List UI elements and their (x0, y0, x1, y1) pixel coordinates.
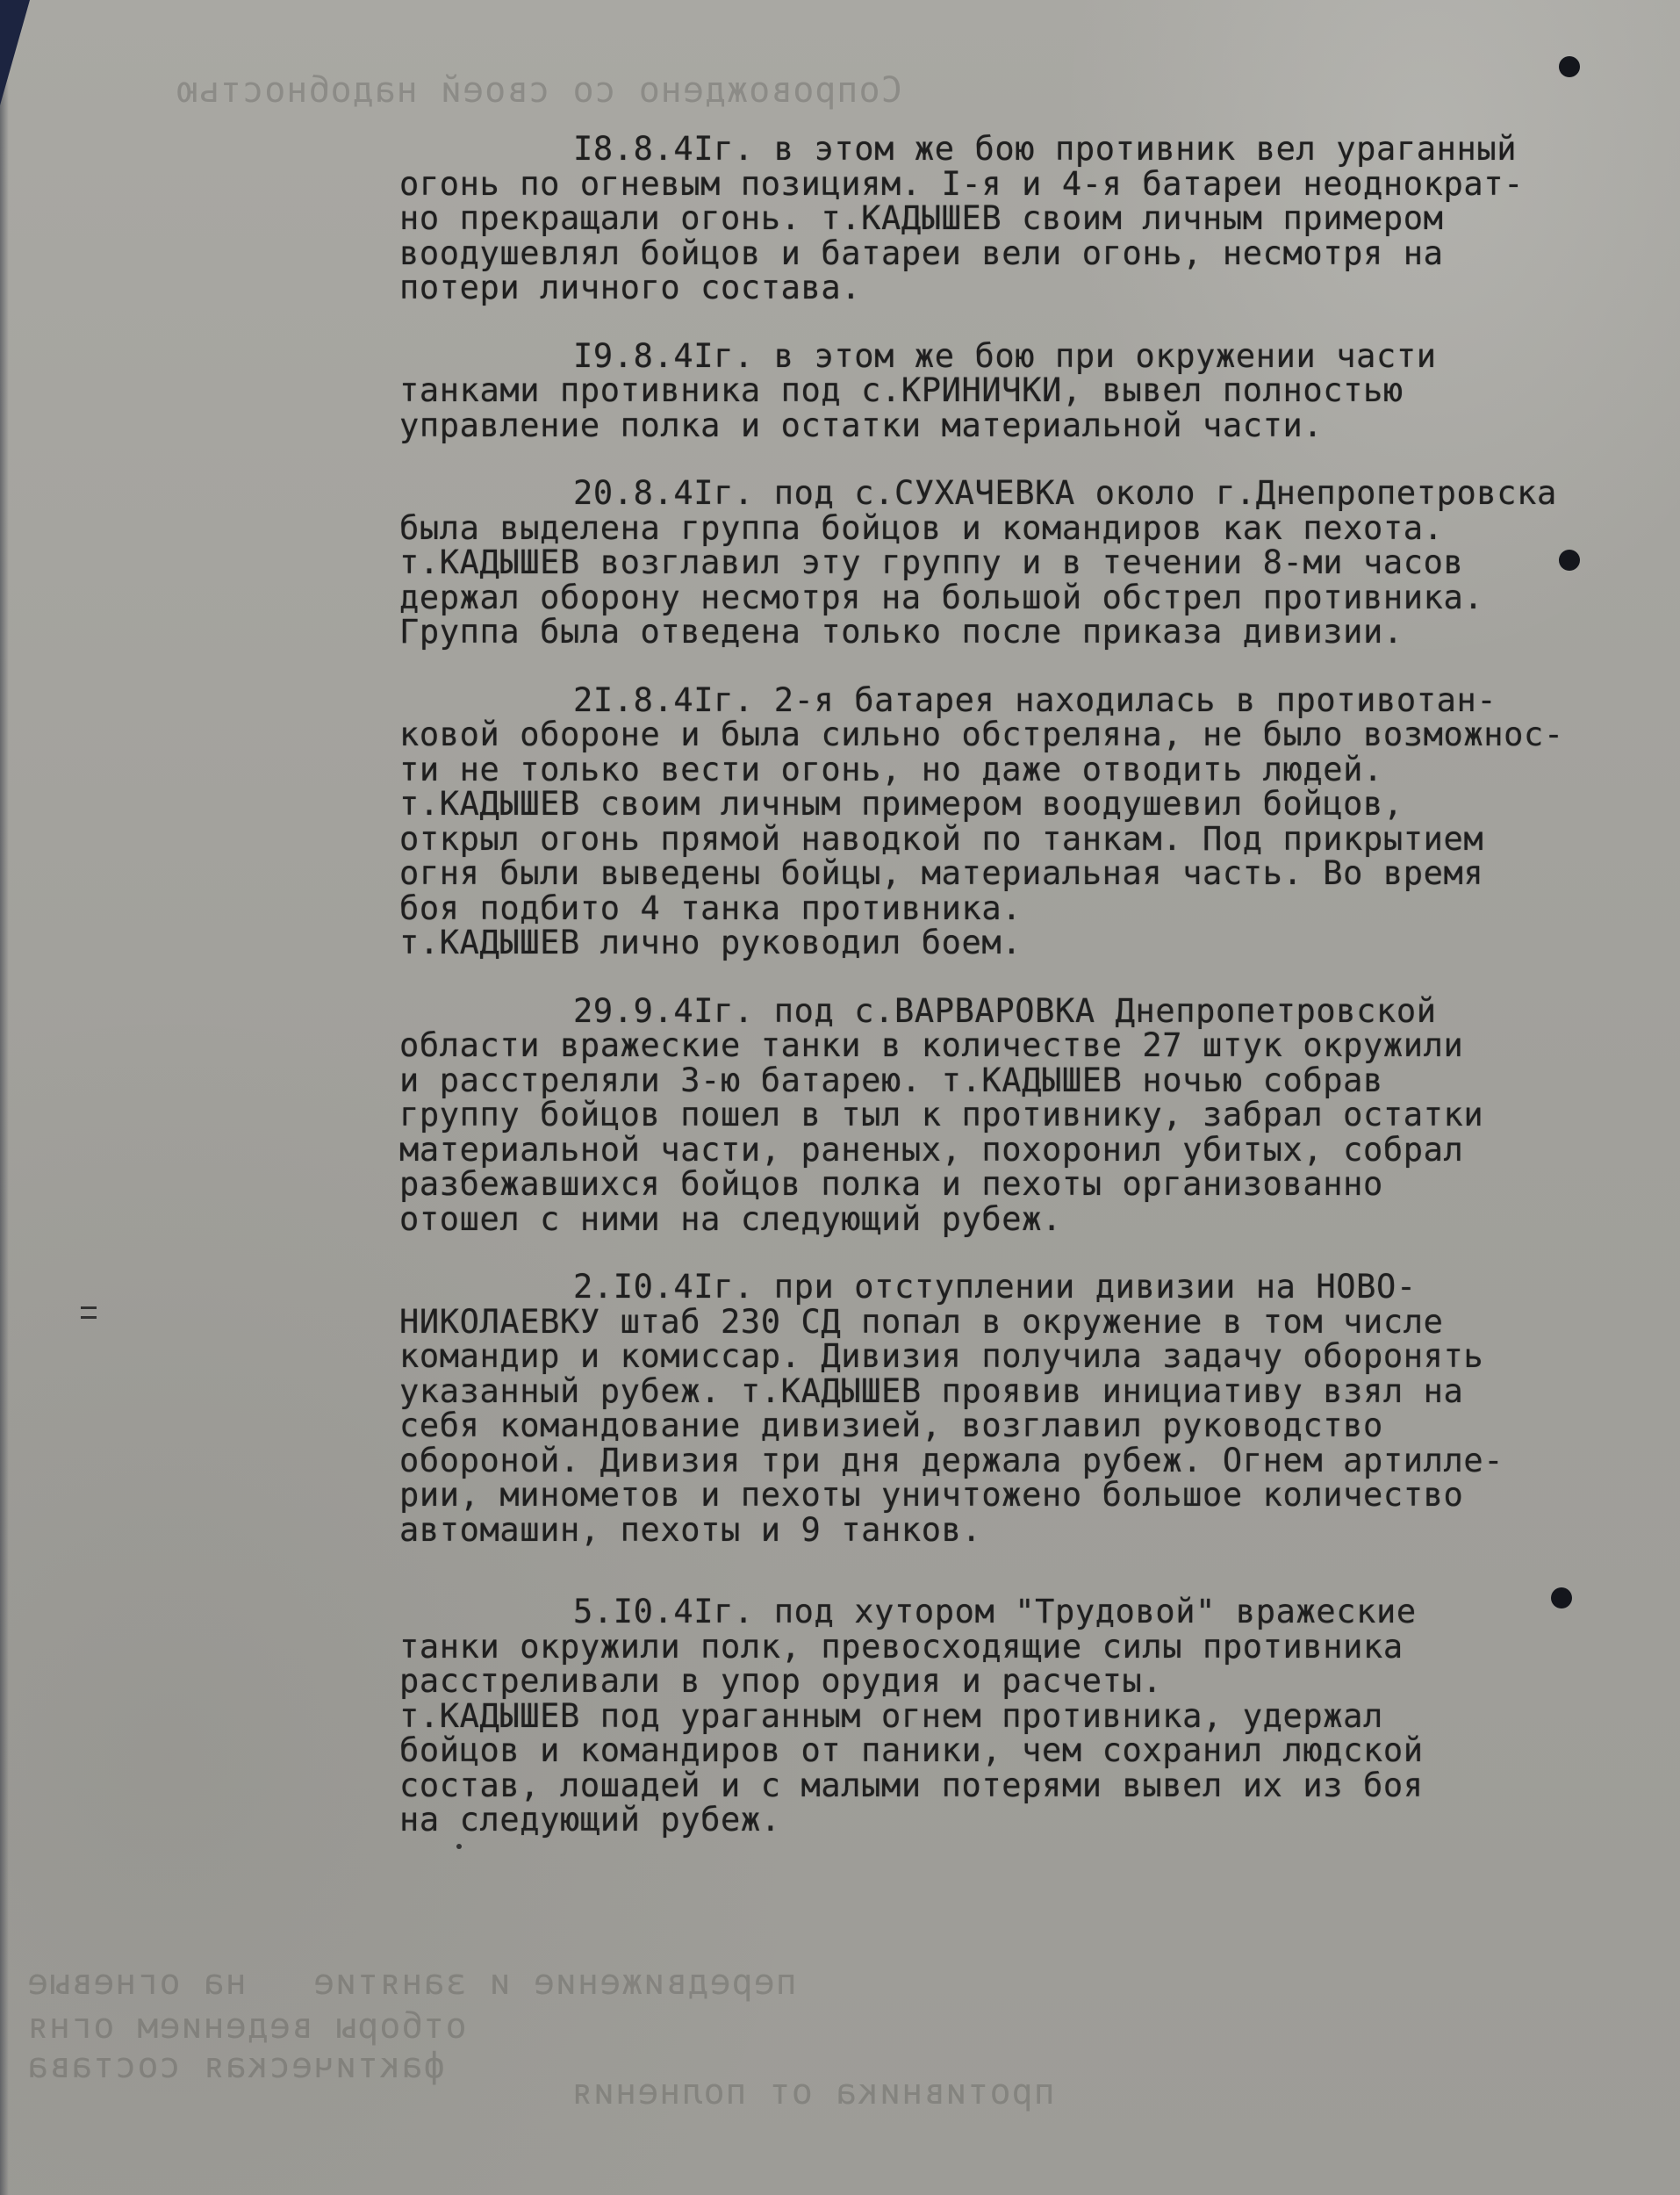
text-line: НИКОЛАЕВКУ штаб 230 СД попал в окружение в том числе (399, 1302, 1444, 1341)
text-line: 2I.8.4Iг. 2-я батарея находилась в противотан- (573, 680, 1497, 719)
text-line: т.КАДЫШЕВ своим личным примером воодушевил бойцов, (399, 785, 1404, 823)
text-line: группу бойцов пошел в тыл к противнику, забрал остатки (399, 1096, 1484, 1133)
reverse-side-bleed-through: фактическая состава (26, 2046, 445, 2086)
text-line: огня были выведены бойцы, материальная часть. Во время (399, 854, 1484, 892)
text-line: 29.9.4Iг. под с.ВАРВАРОВКА Днепропетровской (573, 991, 1437, 1030)
text-line: управление полка и остатки материальной части. (399, 406, 1324, 444)
text-line: отошел с ними на следующий рубеж. (399, 1199, 1062, 1238)
text-line: боя подбито 4 танка противника. (399, 889, 1023, 927)
reverse-side-bleed-through: противника от полнения (571, 2072, 1055, 2112)
text-line: бойцов и командиров от паники, чем сохранил людской (399, 1731, 1424, 1769)
reverse-side-bleed-through: передвижение и занятие на огневые (26, 1962, 797, 2003)
paragraph (399, 476, 1663, 650)
text-line: и расстреляли 3-ю батарею. т.КАДЫШЕВ ночью собрав (399, 1061, 1383, 1099)
text-line: танки окружили полк, превосходящие силы противника (399, 1627, 1404, 1666)
text-line: т.КАДЫШЕВ возглавил эту группу и в течении 8-ми часов (399, 543, 1464, 581)
reverse-side-bleed-through: Сопровождено со своей надобностью (176, 70, 902, 111)
text-line: ти не только вести огонь, но даже отводить людей. (399, 750, 1383, 788)
margin-mark (81, 1306, 97, 1319)
text-line: автомашин, пехоты и 9 танков. (399, 1510, 982, 1549)
text-line: открыл огонь прямой наводкой по танкам. Под прикрытием (399, 819, 1484, 858)
text-line: 5.I0.4Iг. под хутором "Трудовой" вражеские (573, 1593, 1417, 1630)
text-line: ковой обороне и была сильно обстреляна, не было возможнос- (399, 716, 1564, 753)
text-line: Группа была отведена только после приказа дивизии. (399, 613, 1404, 651)
text-line: состав, лошадей и с малыми потерями вывел их из боя (399, 1766, 1424, 1804)
typewritten-text (399, 132, 1663, 1871)
text-line: разбежавшихся бойцов полка и пехоты организованно (399, 1165, 1383, 1203)
page-edge-shadow (0, 0, 9, 2195)
text-line: командир и комиссар. Дивизия получила задачу оборонять (399, 1337, 1484, 1375)
text-line: потери личного состава. (399, 269, 862, 306)
text-line: рии, минометов и пехоты уничтожено большое количество (399, 1476, 1464, 1514)
paragraph (399, 1270, 1663, 1547)
text-line: т.КАДЫШЕВ лично руководил боем. (399, 924, 1023, 961)
paragraph (399, 336, 1663, 444)
text-line: материальной части, раненых, похоронил убитых, собрал (399, 1130, 1464, 1169)
text-line: себя командование дивизией, возглавил руководство (399, 1407, 1383, 1444)
paragraph (399, 1594, 1663, 1838)
text-line: на следующий рубеж. (399, 1801, 781, 1839)
text-line: но прекращали огонь. т.КАДЫШЕВ своим личным примером (399, 199, 1444, 237)
text-line: воодушевлял бойцов и батареи вели огонь, несмотря на (399, 234, 1444, 272)
text-line: 2.I0.4Iг. при отступлении дивизии на НОВО- (573, 1268, 1417, 1306)
text-line: области вражеские танки в количестве 27 штук окружили (399, 1026, 1464, 1064)
punch-hole (1559, 56, 1580, 77)
text-line: держал оборону несмотря на большой обстрел противника. (399, 578, 1484, 616)
text-line: 20.8.4Iг. под с.СУХАЧЕВКА около г.Днепропетровска (573, 474, 1557, 512)
paragraph (399, 991, 1663, 1238)
text-line: обороной. Дивизия три дня держала рубеж. Огнем артилле- (399, 1441, 1504, 1479)
paragraph (399, 680, 1663, 961)
reverse-side-bleed-through: отборы ведением огня (26, 2006, 467, 2047)
text-line: т.КАДЫШЕВ под ураганным огнем противника, удержал (399, 1696, 1383, 1735)
text-line: была выделена группа бойцов и командиров как пехота. (399, 508, 1444, 547)
text-line: I9.8.4Iг. в этом же бою при окружении части (573, 336, 1437, 375)
text-line: I8.8.4Iг. в этом же бою противник вел ураганный (573, 130, 1518, 168)
text-line: указанный рубеж. т.КАДЫШЕВ проявив инициативу взял на (399, 1371, 1464, 1410)
text-line: расстреливали в упор орудия и расчеты. (399, 1662, 1163, 1700)
text-line: танками противника под с.КРИНИЧКИ, вывел полностью (399, 371, 1404, 409)
paragraph (399, 132, 1663, 306)
text-line: огонь по огневым позициям. I-я и 4-я батареи неоднократ- (399, 164, 1525, 203)
torn-corner (0, 0, 30, 105)
